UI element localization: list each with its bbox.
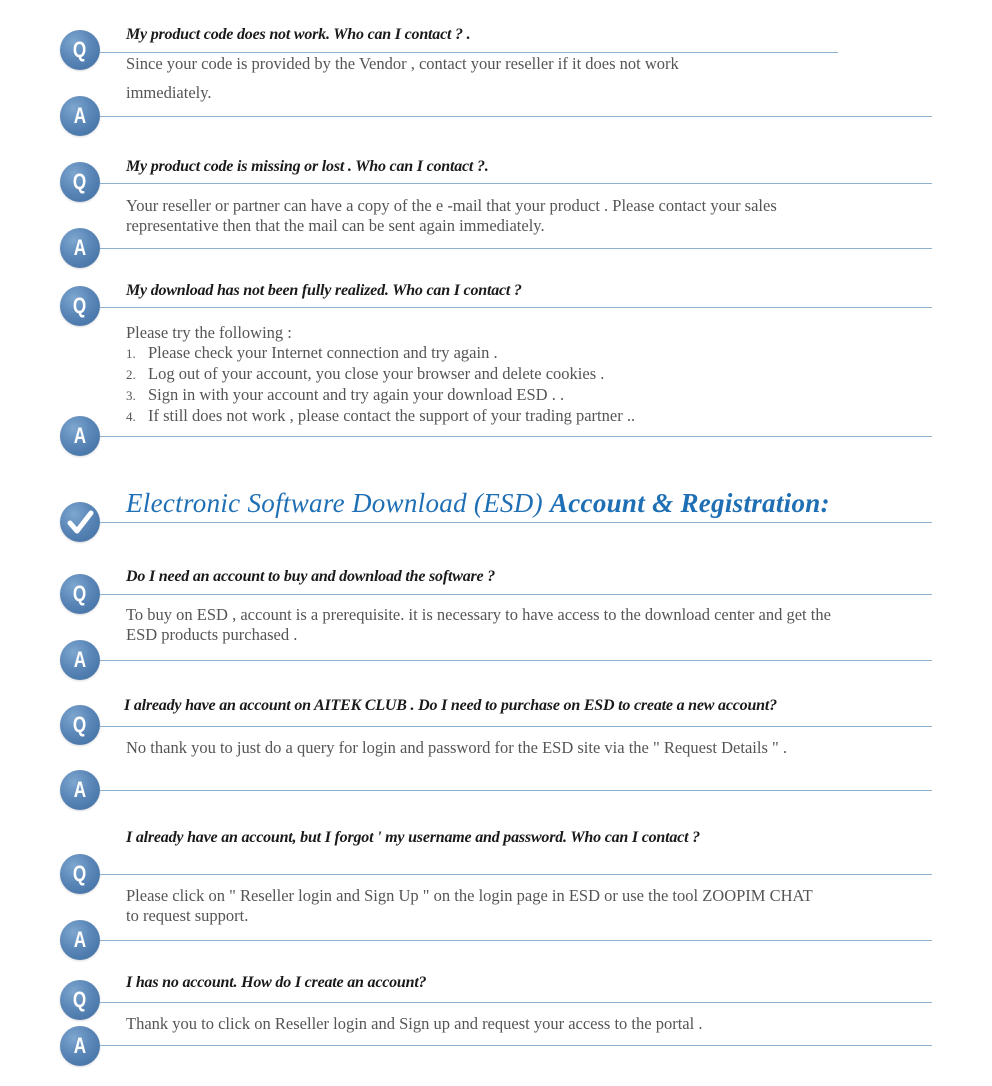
divider xyxy=(100,940,932,941)
answer-text xyxy=(126,1014,702,1034)
question-badge-icon: Q xyxy=(60,162,100,202)
question-badge-icon: Q xyxy=(60,980,100,1020)
answer-line: to request support. xyxy=(126,906,249,925)
answer-badge-icon: A xyxy=(60,416,100,456)
checkmark-icon xyxy=(60,502,100,542)
step-number: 2. xyxy=(126,367,136,382)
answer-badge-icon: A xyxy=(60,1026,100,1066)
divider xyxy=(100,183,932,184)
divider xyxy=(100,52,838,53)
list-item xyxy=(126,343,635,364)
divider xyxy=(100,726,932,727)
troubleshooting-steps xyxy=(126,343,635,427)
section-title-light: Electronic Software Download (ESD) xyxy=(126,488,550,518)
question-text: Do I need an account to buy and download the software ? xyxy=(126,568,496,585)
divider xyxy=(100,436,932,437)
answer-line: Your reseller or partner can have a copy of the e -mail that your product . Please contact your sales xyxy=(126,196,777,215)
question-text: My product code does not work. Who can I contact ? . xyxy=(126,26,471,43)
answer-line: Please click on " Reseller login and Sign Up " on the login page in ESD or use the tool ZOOPIM CHAT xyxy=(126,886,813,905)
divider xyxy=(100,307,932,308)
question-badge-icon: Q xyxy=(60,286,100,326)
divider xyxy=(100,522,932,523)
answer-line: immediately. xyxy=(126,83,212,102)
answer-intro: Please try the following : xyxy=(126,323,292,342)
step-text: Log out of your account, you close your browser and delete cookies . xyxy=(148,364,605,383)
list-item xyxy=(126,364,635,385)
divider xyxy=(100,594,932,595)
divider xyxy=(100,116,932,117)
answer-line: No thank you to just do a query for login and password for the ESD site via the " Request Details " . xyxy=(126,738,787,757)
answer-badge-icon: A xyxy=(60,920,100,960)
divider xyxy=(100,660,932,661)
step-number: 1. xyxy=(126,346,136,361)
question-badge-icon: Q xyxy=(60,30,100,70)
question-text: I already have an account, but I forgot ' my username and password. Who can I contact ? xyxy=(126,829,700,846)
answer-line: ESD products purchased . xyxy=(126,625,298,644)
answer-badge-icon: A xyxy=(60,640,100,680)
section-title-bold: Account & Registration: xyxy=(549,488,830,518)
answer-text xyxy=(126,54,679,103)
answer-badge-icon: A xyxy=(60,228,100,268)
answer-badge-icon: A xyxy=(60,96,100,136)
divider xyxy=(100,790,932,791)
answer-line: Since your code is provided by the Vendor , contact your reseller if it does not work xyxy=(126,54,679,73)
step-text: Sign in with your account and try again your download ESD . . xyxy=(148,385,565,404)
answer-text xyxy=(126,605,831,645)
answer-line: representative then that the mail can be sent again immediately. xyxy=(126,216,545,235)
answer-text xyxy=(126,886,813,926)
divider xyxy=(100,248,932,249)
step-text: If still does not work , please contact the support of your trading partner .. xyxy=(148,406,636,425)
question-badge-icon: Q xyxy=(60,705,100,745)
list-item xyxy=(126,406,635,427)
answer-line: To buy on ESD , account is a prerequisite. it is necessary to have access to the download center and get the xyxy=(126,605,831,624)
question-badge-icon: Q xyxy=(60,574,100,614)
step-text: Please check your Internet connection and try again . xyxy=(148,343,498,362)
question-text: I already have an account on AITEK CLUB . Do I need to purchase on ESD to create a new account? xyxy=(124,697,777,714)
answer-line: Thank you to click on Reseller login and Sign up and request your access to the portal . xyxy=(126,1014,703,1033)
answer-text xyxy=(126,738,787,758)
answer-text xyxy=(126,196,777,236)
section-title xyxy=(126,488,830,519)
step-number: 4. xyxy=(126,409,136,424)
divider xyxy=(100,1045,932,1046)
question-text: I has no account. How do I create an account? xyxy=(126,974,427,991)
question-text: My product code is missing or lost . Who can I contact ?. xyxy=(126,158,489,175)
list-item xyxy=(126,385,635,406)
answer-badge-icon: A xyxy=(60,770,100,810)
divider xyxy=(100,874,932,875)
question-text: My download has not been fully realized. Who can I contact ? xyxy=(126,282,522,299)
question-badge-icon: Q xyxy=(60,854,100,894)
step-number: 3. xyxy=(126,388,136,403)
divider xyxy=(100,1002,932,1003)
